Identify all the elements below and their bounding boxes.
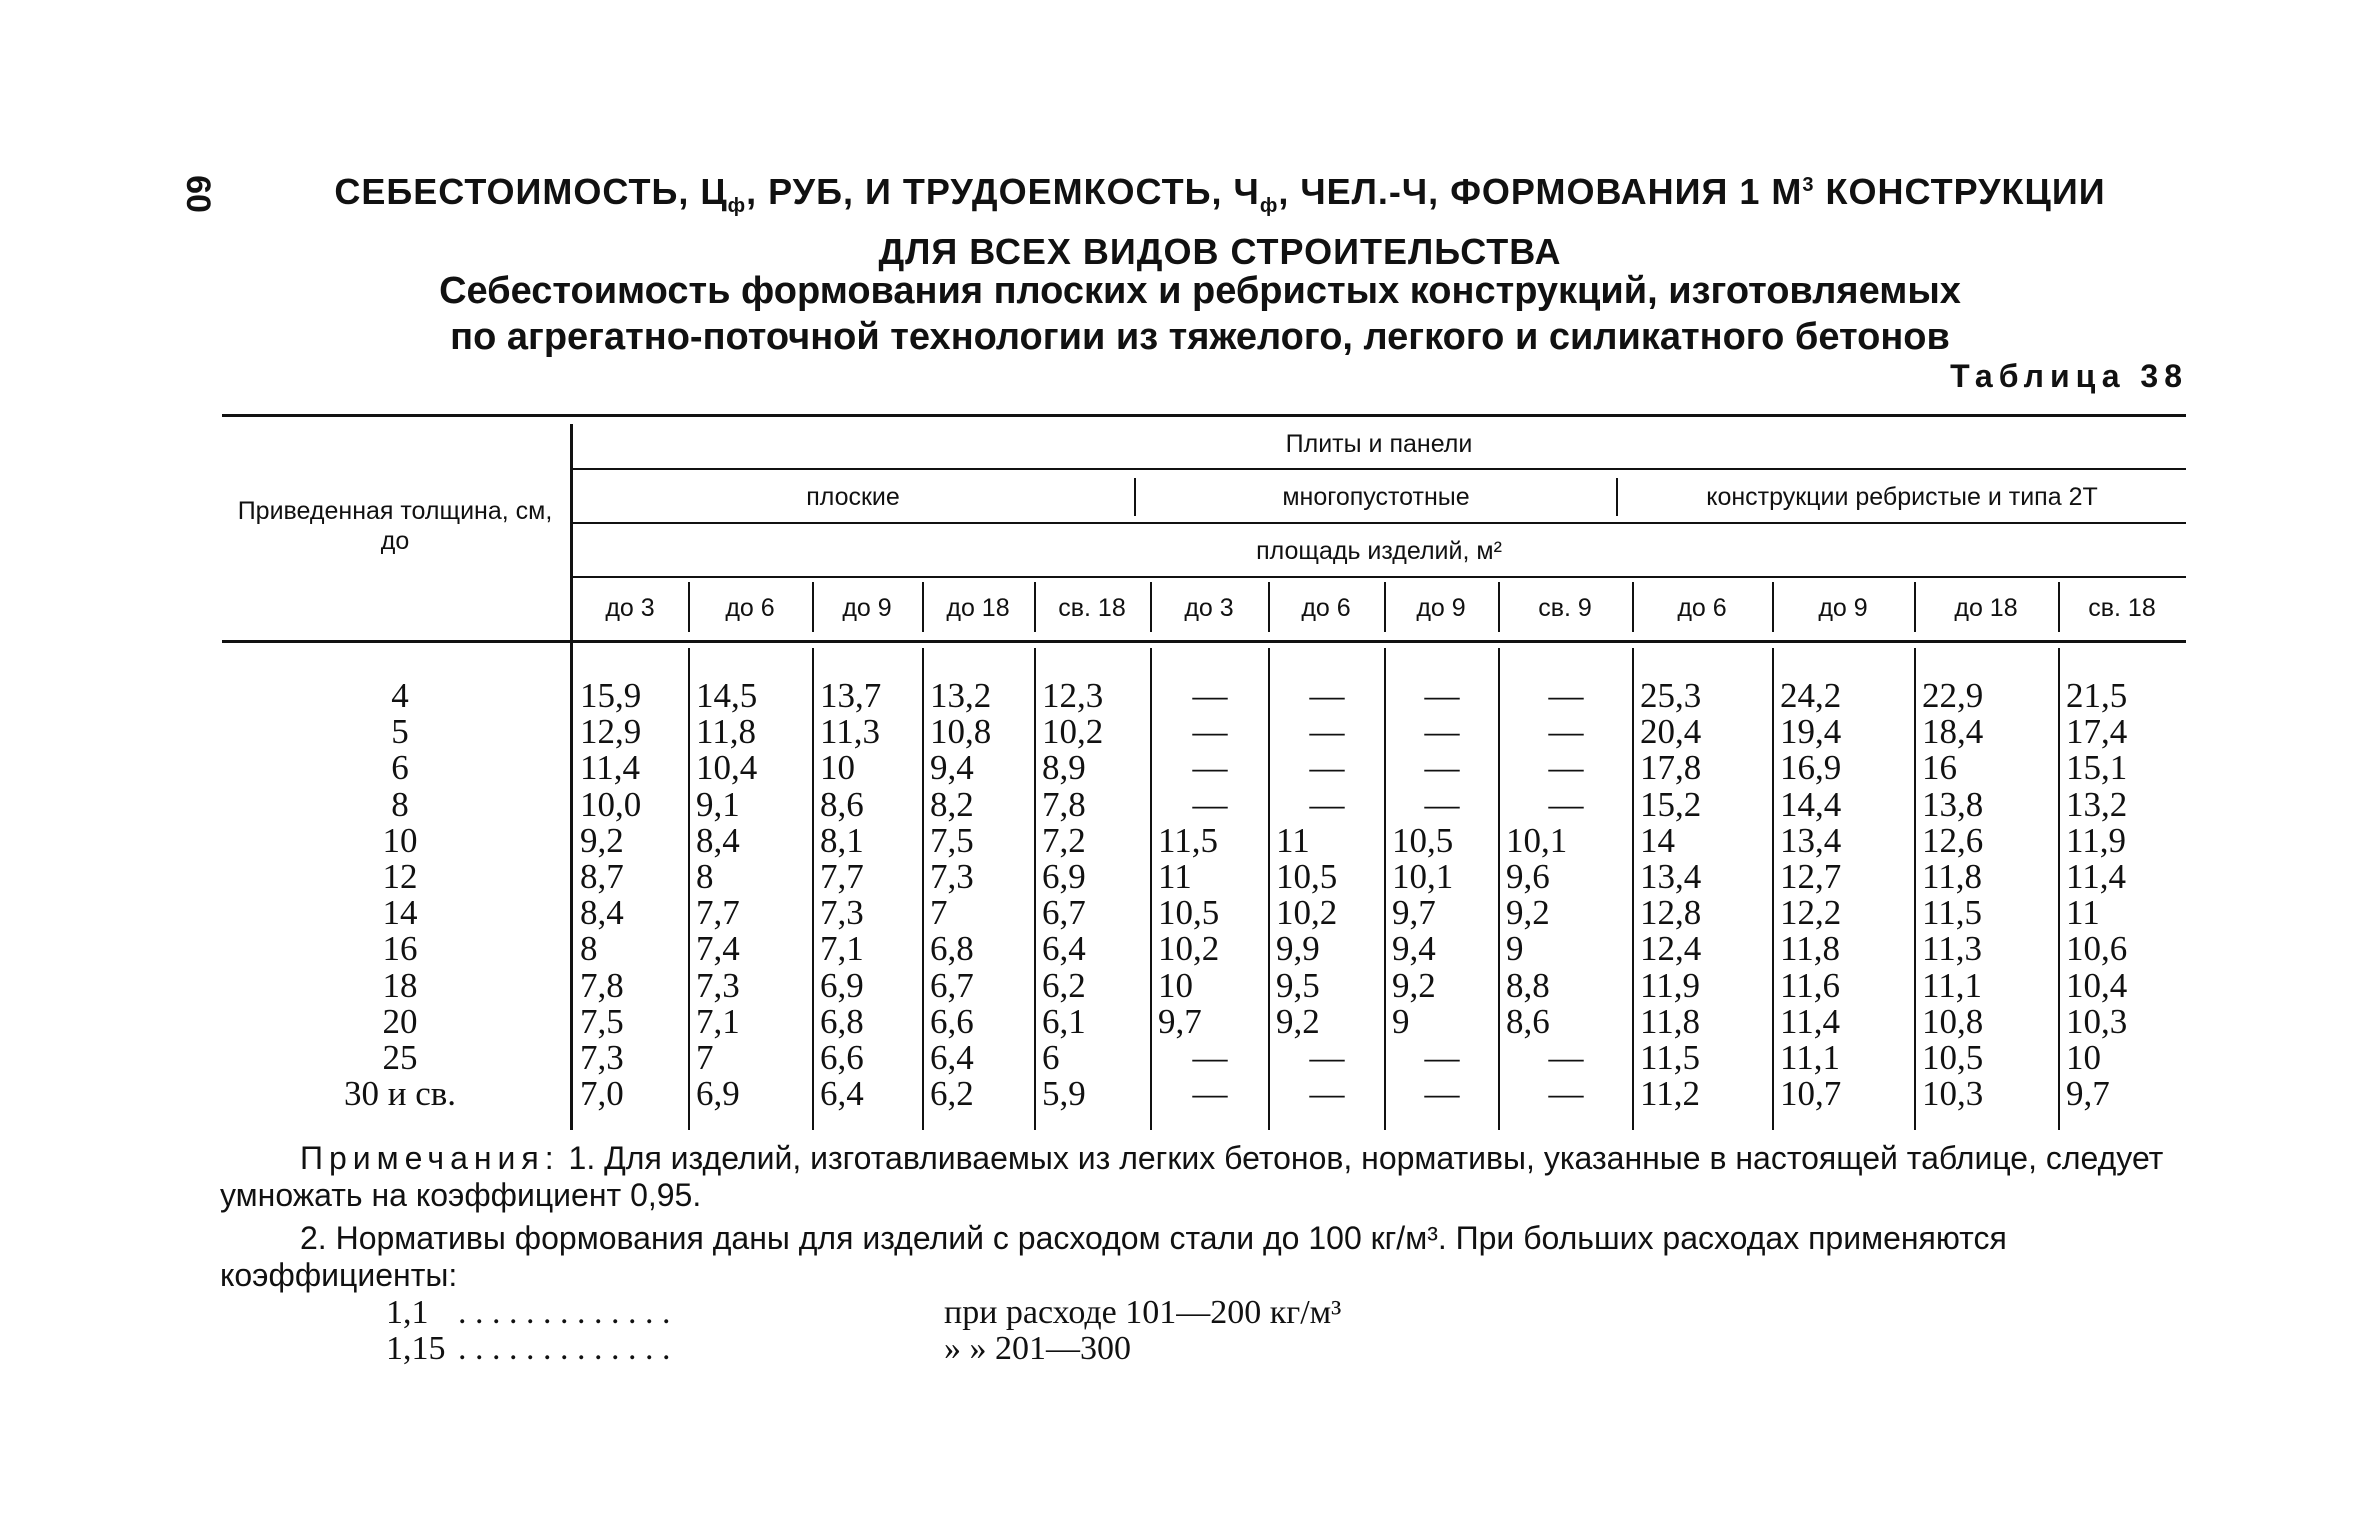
table-row-label: 5 [391, 712, 409, 752]
table-cell: 9,4 [930, 748, 974, 788]
column-header: до 18 [946, 594, 1010, 622]
column-divider [1384, 648, 1386, 1130]
table-cell: 9,7 [2066, 1074, 2110, 1114]
table-label: Таблица 38 [1950, 358, 2188, 394]
column-divider [1034, 648, 1036, 1130]
note-1: Примечания: 1. Для изделий, изготавливаемых из легких бетонов, нормативы, указанные в настоящей таблице, следует умножать на коэффициент 0,95. [220, 1140, 2164, 1213]
table-cell: 9,6 [1506, 857, 1550, 896]
table-cell: — [1192, 784, 1228, 824]
table-cell: 14 [1640, 820, 1675, 860]
table-cell: 7,2 [1042, 820, 1086, 860]
table-cell: 11,1 [1922, 965, 1982, 1005]
table-cell: 18,4 [1922, 712, 1984, 752]
table-cell: — [1192, 1038, 1228, 1077]
table-cell: 11,4 [1780, 1001, 1840, 1041]
table-cell: 6,4 [930, 1038, 974, 1077]
table-cell: — [1548, 784, 1584, 824]
table-cell: 11,8 [1922, 857, 1982, 896]
table-cell: 6,6 [820, 1038, 864, 1077]
table-cell: — [1424, 1038, 1460, 1077]
table-cell: 11 [2066, 893, 2100, 933]
note-2: 2. Нормативы формования даны для изделий с расходом стали до 100 кг/м³. При больших расходах применяются коэффициенты: [220, 1220, 2007, 1293]
table-cell: 10,0 [580, 784, 642, 824]
table-cell: 10 [2066, 1038, 2101, 1077]
table-cell: 10,3 [2066, 1001, 2128, 1041]
table-cell: — [1192, 748, 1228, 788]
notes-section [220, 1140, 2180, 1294]
table-cell: 10 [820, 748, 855, 788]
table-cell: 7 [930, 893, 948, 933]
table-cell: 12,2 [1780, 893, 1842, 933]
table-cell: 12,6 [1922, 820, 1984, 860]
table-row-label: 18 [382, 965, 418, 1005]
table-cell: 8,2 [930, 784, 974, 824]
table-cell: 16,9 [1780, 748, 1842, 788]
table-row-label: 4 [391, 676, 409, 715]
table-row-label: 12 [382, 857, 418, 896]
table-cell: 11,5 [1640, 1038, 1700, 1077]
table-cell: 15,9 [580, 676, 642, 715]
header-bottom-rule [222, 640, 2186, 643]
table-cell: 11,5 [1158, 820, 1218, 860]
heading-line-2: ДЛЯ ВСЕХ ВИДОВ СТРОИТЕЛЬСТВА [878, 231, 1562, 273]
table-cell: 10,8 [1922, 1001, 1984, 1041]
table-cell: 19,4 [1780, 712, 1842, 752]
table-cell: 11,2 [1640, 1074, 1700, 1114]
table-cell: — [1424, 784, 1460, 824]
table-cell: 14,5 [696, 676, 758, 715]
table-cell: 11,4 [580, 748, 640, 788]
subgroup-header: многопустотные [1282, 483, 1470, 511]
column-divider [688, 648, 690, 1130]
column-divider [1150, 648, 1152, 1130]
table-row-label: 20 [382, 1001, 418, 1041]
column-header: до 6 [725, 594, 775, 622]
table-cell: 13,2 [930, 676, 992, 715]
table-cell: 11,8 [696, 712, 756, 752]
column-divider [922, 648, 924, 1130]
column-divider [812, 648, 814, 1130]
page-number: 60 [179, 175, 217, 213]
table-cell: 15,1 [2066, 748, 2128, 788]
group-header-rule [572, 468, 2186, 470]
table-cell: 8,4 [696, 820, 740, 860]
column-header: св. 9 [1538, 594, 1592, 622]
table-cell: — [1309, 748, 1345, 788]
table-cell: 7,3 [820, 893, 864, 933]
table-cell: — [1548, 1038, 1584, 1077]
table-cell: 10,1 [1392, 857, 1454, 896]
table-cell: 12,3 [1042, 676, 1104, 715]
table-cell: 6,7 [930, 965, 974, 1005]
table-cell: 6,9 [696, 1074, 740, 1114]
table-cell: 14,4 [1780, 784, 1842, 824]
table-cell: 6,4 [820, 1074, 864, 1114]
table-cell: 10,1 [1506, 820, 1568, 860]
table-cell: 10,2 [1158, 929, 1220, 969]
subgroup-header: конструкции ребристые и типа 2Т [1706, 483, 2098, 511]
table-cell: 12,9 [580, 712, 642, 752]
table-cell: 6,2 [1042, 965, 1086, 1005]
table-cell: 13,2 [2066, 784, 2128, 824]
table-cell: 10,4 [696, 748, 758, 788]
table-cell: 7,7 [696, 893, 740, 933]
table-cell: 9,9 [1276, 929, 1320, 969]
column-divider [1498, 648, 1500, 1130]
table-cell: 6,8 [820, 1001, 864, 1041]
table-cell: 6,8 [930, 929, 974, 969]
table-cell: 11,9 [1640, 965, 1700, 1005]
table-cell: 7,1 [696, 1001, 740, 1041]
column-divider [1772, 648, 1774, 1130]
table-cell: 6 [1042, 1038, 1060, 1077]
table-cell: — [1548, 676, 1584, 715]
table-cell: — [1192, 1074, 1228, 1114]
table-cell: 9,4 [1392, 929, 1436, 969]
table-top-rule [222, 414, 2186, 417]
area-header: площадь изделий, м² [1256, 537, 1502, 565]
table-cell: 10,3 [1922, 1074, 1984, 1114]
table-cell: 9 [1506, 929, 1524, 969]
table-cell: — [1424, 676, 1460, 715]
leader-dots: . . . . . . . . . . . . . [458, 1294, 671, 1331]
table-cell: 9,2 [1276, 1001, 1320, 1041]
table-cell: 17,8 [1640, 748, 1702, 788]
table-row-label: 30 и св. [343, 1074, 457, 1114]
table-cell: 8,6 [820, 784, 864, 824]
table-cell: 6,9 [820, 965, 864, 1005]
column-header: до 9 [1416, 594, 1466, 622]
table-cell: 7,0 [580, 1074, 624, 1114]
notes-label: Примечания: [300, 1140, 560, 1176]
table-cell: — [1309, 676, 1345, 715]
table-cell: 10,4 [2066, 965, 2128, 1005]
table-cell: 11 [1276, 820, 1310, 860]
table-cell: 6,9 [1042, 857, 1086, 896]
table-cell: 10,5 [1158, 893, 1220, 933]
table-cell: 7,4 [696, 929, 740, 969]
table-cell: 11,3 [1922, 929, 1982, 969]
table-cell: — [1192, 712, 1228, 752]
coefficient-value: 1,15 [386, 1330, 446, 1367]
column-header: до 6 [1301, 594, 1351, 622]
page-heading [240, 162, 2200, 275]
table-cell: 8,6 [1506, 1001, 1550, 1041]
table-cell: 7,3 [696, 965, 740, 1005]
table-row-label: 25 [382, 1038, 418, 1077]
table-cell: 8,1 [820, 820, 864, 860]
table-cell: 13,4 [1780, 820, 1842, 860]
area-header-rule [572, 576, 2186, 578]
column-divider [1632, 648, 1634, 1130]
table-cell: 9,5 [1276, 965, 1320, 1005]
table-cell: — [1309, 1038, 1345, 1077]
table-cell: 9,7 [1158, 1001, 1202, 1041]
coefficient-condition: при расходе 101—200 кг/м³ [944, 1294, 1342, 1331]
table-cell: 8,4 [580, 893, 624, 933]
table-cell: 10,8 [930, 712, 992, 752]
table-cell: 11,9 [2066, 820, 2126, 860]
table-cell: 10,2 [1276, 893, 1338, 933]
table-cell: 6,4 [1042, 929, 1086, 969]
table-cell: 12,8 [1640, 893, 1702, 933]
table-row-label: 6 [391, 748, 409, 788]
table-cell: — [1548, 712, 1584, 752]
table-cell: 12,7 [1780, 857, 1842, 896]
table-cell: — [1548, 1074, 1584, 1114]
table-cell: 8,7 [580, 857, 624, 896]
subgroup-header: плоские [806, 483, 900, 511]
heading-line-1: СЕБЕСТОИМОСТЬ, $Ц_ф$, РУБ, И ТРУДОЕМКОСТЬ, $Ч_ф$, ЧЕЛ.-Ч, ФОРМОВАНИЯ 1 $М^3$ КОНСТРУКЦИИ [334, 171, 2106, 218]
column-divider [1268, 648, 1270, 1130]
table-cell: 5,9 [1042, 1074, 1086, 1114]
table-cell: 7,5 [930, 820, 974, 860]
table-cell: 11,8 [1640, 1001, 1700, 1041]
table-cell: 11,3 [820, 712, 880, 752]
table-cell: 7,8 [1042, 784, 1086, 824]
coefficient-condition: » » 201—300 [944, 1330, 1131, 1367]
column-header: до 18 [1954, 594, 2018, 622]
table-cell: 10,2 [1042, 712, 1104, 752]
table-cell: 7,1 [820, 929, 864, 969]
table-cell: 25,3 [1640, 676, 1702, 715]
table-cell: 10,5 [1392, 820, 1454, 860]
table-cell: 12,4 [1640, 929, 1702, 969]
table-cell: — [1309, 784, 1345, 824]
table-cell: 7,3 [580, 1038, 624, 1077]
column-header: до 3 [605, 594, 655, 622]
table-cell: 13,7 [820, 676, 882, 715]
table-cell: 15,2 [1640, 784, 1702, 824]
table-cell: 10 [1158, 965, 1193, 1005]
table-cell: 7,3 [930, 857, 974, 896]
coefficient-value: 1,1 [386, 1294, 429, 1331]
column-divider [2058, 648, 2060, 1130]
table-cell: 10,6 [2066, 929, 2128, 969]
table-cell: 20,4 [1640, 712, 1702, 752]
table-cell: 7,5 [580, 1001, 624, 1041]
table-cell: — [1424, 1074, 1460, 1114]
table-cell: — [1309, 1074, 1345, 1114]
table-cell: — [1309, 712, 1345, 752]
table-cell: 6,6 [930, 1001, 974, 1041]
table-cell: 17,4 [2066, 712, 2128, 752]
table-cell: 8,9 [1042, 748, 1086, 788]
row-header: Приведенная толщина, см, до [237, 497, 553, 555]
row-header-divider [570, 424, 573, 1130]
table-cell: 9 [1392, 1001, 1410, 1041]
table-cell: 6,1 [1042, 1001, 1086, 1041]
column-header: до 9 [842, 594, 892, 622]
group-header: Плиты и панели [1285, 430, 1473, 458]
table-cell: 9,2 [1392, 965, 1436, 1005]
table-cell: 9,7 [1392, 893, 1436, 933]
table-cell: 10,7 [1780, 1074, 1842, 1114]
table-row-label: 10 [382, 820, 418, 860]
table-cell: 6,2 [930, 1074, 974, 1114]
table-cell: 7,7 [820, 857, 864, 896]
leader-dots: . . . . . . . . . . . . . [458, 1330, 671, 1367]
table-row-label: 8 [391, 784, 409, 824]
table-cell: 9,2 [1506, 893, 1550, 933]
column-header: св. 18 [2088, 594, 2156, 622]
table-cell: 7,8 [580, 965, 624, 1005]
table-cell: 24,2 [1780, 676, 1842, 715]
table-cell: 13,4 [1640, 857, 1702, 896]
table-cell: 13,8 [1922, 784, 1984, 824]
table-cell: 10,5 [1276, 857, 1338, 896]
table-row-label: 16 [382, 929, 418, 969]
table-cell: 16 [1922, 748, 1957, 788]
table-cell: 11,4 [2066, 857, 2126, 896]
table-cell: — [1192, 676, 1228, 715]
table-cell: 10,5 [1922, 1038, 1984, 1077]
table-row-label: 14 [382, 893, 418, 933]
table-cell: 7 [696, 1038, 714, 1077]
table-cell: 21,5 [2066, 676, 2128, 715]
table-cell: 11,5 [1922, 893, 1982, 933]
table-cell: 8 [696, 857, 714, 896]
table-cell: 11,6 [1780, 965, 1840, 1005]
table-cell: 11,8 [1780, 929, 1840, 969]
table-subtitle: Себестоимость формования плоских и ребристых конструкций, изготовляемых по агрегатно-поточной технологии из тяжелого, легкого и силикатного бетонов [439, 270, 1961, 358]
table-cell: — [1548, 748, 1584, 788]
table-cell: 6,7 [1042, 893, 1086, 933]
subgroup-header-rule [572, 522, 2186, 524]
column-header: до 9 [1818, 594, 1868, 622]
column-header: до 6 [1677, 594, 1727, 622]
table-cell: 8 [580, 929, 598, 969]
table-cell: 11 [1158, 857, 1192, 896]
table-cell: 22,9 [1922, 676, 1984, 715]
column-header: до 3 [1184, 594, 1234, 622]
table-cell: 9,1 [696, 784, 740, 824]
column-header: св. 18 [1058, 594, 1126, 622]
table-cell: — [1424, 712, 1460, 752]
column-divider [1914, 648, 1916, 1130]
table-cell: 8,8 [1506, 965, 1550, 1005]
table-cell: — [1424, 748, 1460, 788]
table-cell: 11,1 [1780, 1038, 1840, 1077]
table-cell: 9,2 [580, 820, 624, 860]
